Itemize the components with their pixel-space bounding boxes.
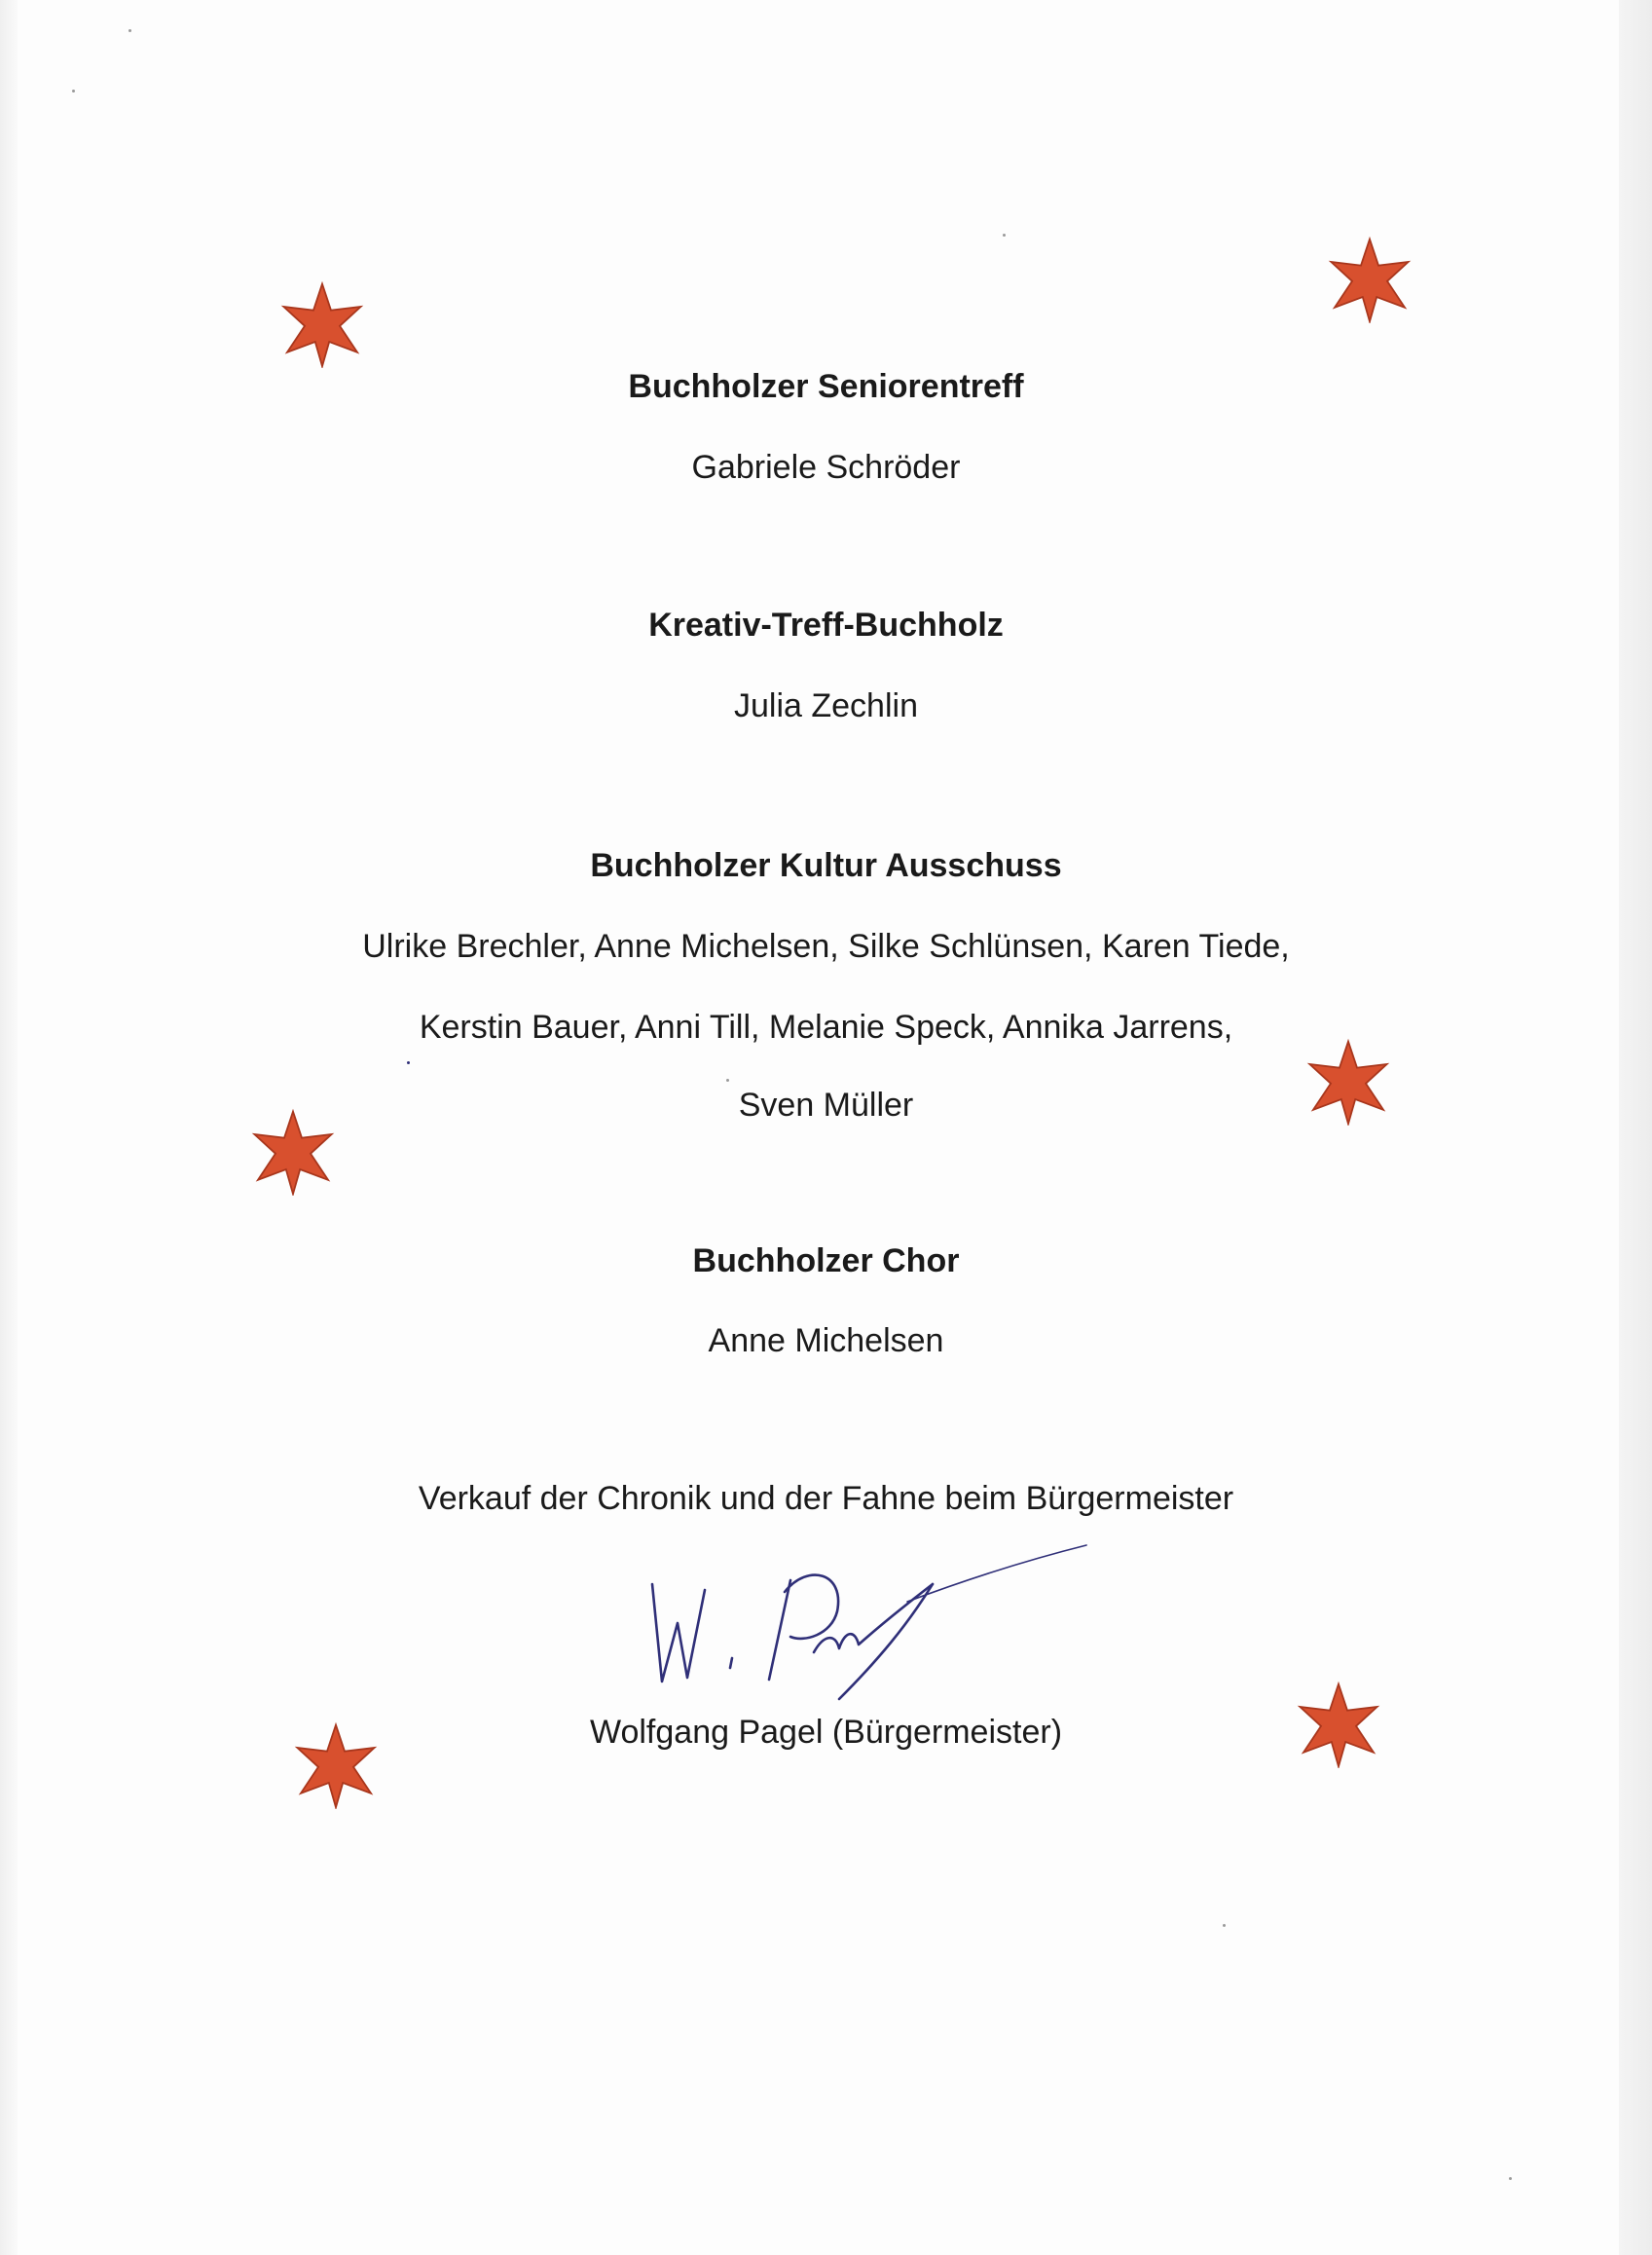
scan-speck — [407, 1061, 410, 1064]
section-heading-kreativ-treff: Kreativ-Treff-Buchholz — [648, 607, 1004, 644]
six-pointed-star-icon — [278, 280, 366, 368]
section-names-kultur-ausschuss-line-3: Sven Müller — [738, 1087, 914, 1124]
section-names-kultur-ausschuss-line-1: Ulrike Brechler, Anne Michelsen, Silke Schlünsen, Karen Tiede, — [362, 928, 1290, 965]
six-pointed-star-icon — [292, 1721, 380, 1809]
scan-speck — [1509, 2177, 1512, 2180]
scan-speck — [1003, 234, 1006, 237]
six-pointed-star-icon — [1326, 236, 1413, 323]
signer-name: Wolfgang Pagel (Bürgermeister) — [589, 1714, 1063, 1751]
section-names-chor: Anne Michelsen — [708, 1322, 944, 1359]
scan-right-edge — [1619, 0, 1652, 2255]
section-names-kreativ-treff: Julia Zechlin — [734, 687, 918, 724]
handwritten-signature — [623, 1534, 1110, 1728]
scan-speck — [72, 90, 75, 92]
six-pointed-star-icon — [1304, 1038, 1392, 1126]
section-names-kultur-ausschuss-line-2: Kerstin Bauer, Anni Till, Melanie Speck, Annika Jarrens, — [419, 1009, 1233, 1046]
scan-speck — [726, 1079, 729, 1082]
six-pointed-star-icon — [249, 1108, 337, 1196]
scan-left-edge — [0, 0, 18, 2255]
section-heading-kultur-ausschuss: Buchholzer Kultur Ausschuss — [590, 847, 1062, 884]
section-names-seniorentreff: Gabriele Schröder — [691, 449, 961, 486]
section-heading-seniorentreff: Buchholzer Seniorentreff — [628, 368, 1024, 405]
scan-speck — [1223, 1924, 1226, 1927]
sale-note: Verkauf der Chronik und der Fahne beim Bürgermeister — [418, 1480, 1234, 1517]
six-pointed-star-icon — [1295, 1681, 1382, 1768]
scan-speck — [128, 29, 131, 32]
section-heading-chor: Buchholzer Chor — [692, 1242, 960, 1279]
